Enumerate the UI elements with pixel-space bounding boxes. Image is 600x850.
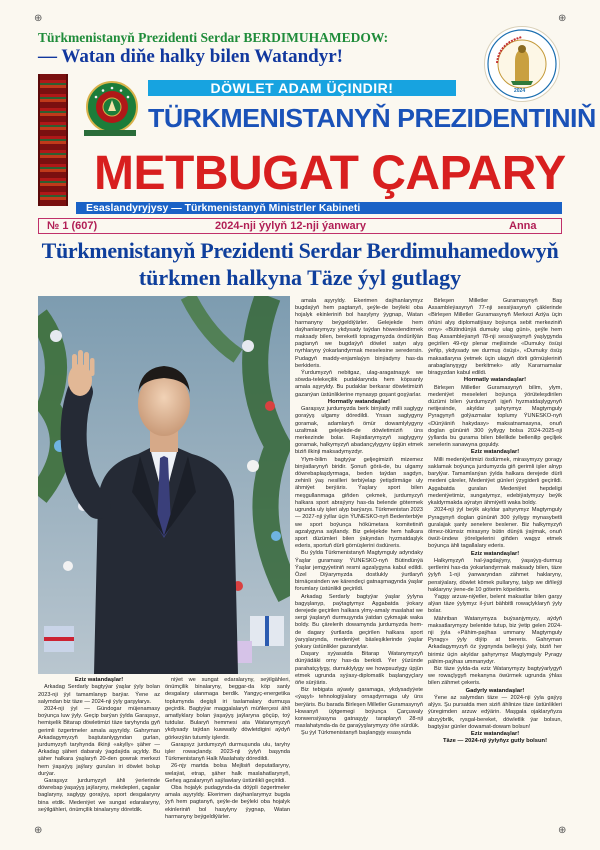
article-paragraph: amala aşyryldy. Ekerimen daýhanlarymyz bugdaýyň hem pagtanyň, şeýle-de beýleki oba hojalyk ekinleriniň bol hasylyny ýygnap, Watan harmanyny beýgeldiýärler. Gelejekde hem daýhanlarymyzy ykdysady taýdan höweslendirmek maksady bilen, bereketli topragymyzda öndürilýän pagtanyň we bugdaýyň döwlet satyn alyş nyrhlaryny ýokarlandyrmak meselesine seredersin. Pudagyň maddy-enjamlaýyn binýadyny has-da berkideris.: [295, 298, 423, 369]
section-heading: Eziz watandaşlar!: [470, 449, 520, 456]
seal-year: 2024: [514, 88, 526, 94]
masthead-title-line2: METBUGAT ÇAPARY: [94, 147, 566, 200]
section-heading: Täze — 2024-nji ýylyňyz gutly bolsun!: [442, 738, 548, 745]
article-column-2: [165, 677, 290, 842]
article-paragraph: Ýurdumyzyň nebitgaz, ulag-aragatnaşyk we söwda-telekeçilik pudaklarynda hem köpsanly amala aşyryldy. Bu pudaklar berkarar döwletimiziň gazanýan üstünliklerine mynasyp goşant goşýarlar.: [295, 370, 423, 398]
article-paragraph: Garaşsyz jurdumyzda berk binýatly milli saglygy goraýyş ulgamy döredildi. Ynsan saglygyny goramak, adamlaryň ömür dowamlylygyny uzaltmak gelejekde-de döwletimiziň üns merkezinde bolar. Raýatlarymyzyň saglygyny goramak, halkymyzyň abadançylygyny üpjün etmek biziň ilkinji maksadymyzdyr.: [295, 406, 423, 456]
article-paragraph: Şu ýyl Türkmenistanyň başlangyjy esasynda: [301, 730, 411, 737]
state-emblem-icon: [86, 81, 138, 133]
article-paragraph: Ýene az salymdan täze — 2024-nji ýyla gaýyş alýys. Şu pursatda men siziň ählinize täze üstünlikleri ýüregimden arzuw edýärin. Maşgala ojaklaryňyza abzyýbrlik, rysgal-bereket, döwletlik ýar bolsun, bagtyýar günler dowamat-dowam bolsun!: [428, 694, 562, 730]
emblem-caption: [84, 130, 136, 136]
article-paragraph: Garaşsyz jurdumyzyň ähli ýerlerinde döwrebap ýaşaýyş jaýlaryny, mekdepleri, çagalar baglaryny, saglygy goraýyş, sport desgalaryny bina etdik. Medeniýet we sungat edaralaryny, seýilgähleri, önümçilik binalaryny döretdik.: [38, 778, 160, 813]
section-heading: Hormatly watandaşlar!: [463, 377, 527, 384]
crop-mark-icon: ⊕: [34, 825, 43, 836]
article-paragraph: Biz täze ýylda-da eziz Watanymyzy bagtyýarlygyň we rowaçlygyň mekanyna öwürmek ugrunda ýhlas bilen zähmet çekeris.: [428, 665, 562, 687]
article-paragraph: niýet we sungat edaralaryny, seýilgähleri, önümçilik binalaryny, beggar-da köp sanly desgalary ulanmaga berdik. Yangyç-energetika toplumynda degişli iri taslamalary durmuşa geçirdik. Bagtyýar maggalalaryň müňlerçesi ähli amatlyklary bolan ýaşaýyş jaýlaryna göçüp, toý tutdular. Bularyň hemmesi ata Watanymyzyň ykdysady taýdan kuwwatly döwletdigini aýdyň görkezýän tutumly işlerdir.: [165, 677, 290, 741]
article-headline-line2: türkmen halkyna Täze ýyl gutlagy: [138, 265, 462, 290]
section-heading: Gadyrly watandaşlar!: [465, 687, 525, 694]
issue-info-bar: [38, 218, 562, 234]
article-column-3: [295, 298, 423, 842]
article-paragraph: Biz tebigata aýawly garamaga, ykdysadyýete «ýaşyl» tehnologiýalary ornaşdyrmaga uly üns berýäris. Bu barada Birleşen Milletler Guramasynyň Howanyň üýtgemegi boýunça Çarçuwaly konwensiýasyna gatnaşyjy taraplaryň 28-nji maslahatynda-da öz garaýyşlarymyzy öňe sürdük.: [295, 687, 423, 730]
article-headline-line1: Türkmenistanyň Prezidenti Serdar Berdimuhamedowyň: [41, 238, 559, 263]
article-paragraph: Birleşen Milletler Guramasynyň bilim, ylym, medeniýet meseleleri boýunça ýörüteleşdirilen düzümi bilen ýurdumyzyň işjeň hyzmatdaşlygynyň netijesinde, akyldar şahyrymyz Magtymguly Pyragynyň golýazmalar toplumy ÝUNESKO-nyň «Dünýäniň hakydasy» maksatnamasyna, onuň doglan gününiň 300 ýyllygy bolsa 2024-2025-nji ýyllarda bu gurama bilen bilelikde bellenilip geçiljek senelerin sanawyna goşuldy.: [428, 384, 562, 449]
carpet-ornament-icon: [38, 74, 68, 206]
article-column-1: [38, 677, 160, 842]
section-heading: Hormatly watandaşlar!: [327, 398, 391, 405]
slogan-quote: — Watan diňe halky bilen Watandyr!: [38, 46, 343, 67]
article-paragraph: Oba hojalyk pudagynda-da döýpli özgertmeler amala aşyryldy. Ekerimen daýhanlarymyz bugda ýyň hem pagtanyň, şeýle-de beýleki oba hojalyk ekinleriniň bol hasylyny ýygnap, Watan harmanyny beýgeldiýärler.: [165, 785, 290, 820]
founder-strip: [76, 202, 562, 214]
crop-mark-icon: ⊕: [558, 13, 567, 24]
article-paragraph: Milli medeniýetimizi ösdürmek, mirasymyzy goragy saklamak boýunça jurdumyzda giň gerimli işler alnyp barylýar. Tamamlanýan ýylda halkara derejede dürli medeni çäreler, Medeniýet günleri ýzygiderli geçirildi. Aşgabatda guralan Medeniýet hepdeligi medeniýetimiz, sungatymyz, edebiýatymyzy beýik ykaldyrmakda aýratyn ähmiýetli waka boldy.: [428, 456, 562, 507]
article-paragraph: Birleşen Milletler Guramasynyň Baş Assambleýasynyň 77-nji sessiýasynyň çäklerinde «Birleşen Milletler Guramasynyň Merkezi Aziýa üçin öňüni alyş diplomatiýasy boýunça sebit merkeziniň orny» «Bütindünýä dumuky ulag güni», şeýle hem Baş Assambleýanyň 78-nji sessiýasynyň ýaşlygynda geçirilen 49-njy plenar mejlisinde «Dumuky ösüşi ýeňip, ykdysady we durmuş ösüşi», «Dumuky ösüş maksatlaryna ýetmek üçin ulagyň dörli görnüşleriniň arabaglanyşygy berkitmek» atly Kararnamalar biragyzdan kabul edildi.: [428, 298, 562, 377]
article-paragraph: 2024-nji ýyl beýik akyldar şahyrymyz Magtymguly Pyragynyň doglan gününiň 300 ýyllygy mynasybetli guralajak şanly senelere beslener. Biz halkymyzyň ölmez-ölümsiz mirasyny bütin dünýä ýaýmak, onuň öwüt-ündew ýörelgelerini giňden wagyz etmek boýunça ähli tagallalary ederis.: [428, 507, 562, 550]
article-paragraph: Ylym-bilim bagtyýar geljegimiziň mizemez binýatlarynyň biridir. Şonuň görä-de, bu ulgamy döwrebaplaşdyrmaga, beden taýdan sagdyn, zehinli ýaş nesilleri terbiýelap ýetişdirmäge uly ähmiýet berýäris. Ýaşlary sport bilen meşgullanmaga giňden çekmek, jurdumyzyň halkara sport abraýyny has-da belende götermek ugrunda uly işleri alyp barýarys. Türkmenistan 2023 — 2027-nji ýyllar üçin ÝUNESKO-nyň Bedenterbiýe we sport boýunça hökümetara komitetiniň agzalygyna saýlandy. Biz gelejekde hem halkara sport düzümleri bilen ýakyndan hyzmatdaşlyk ederis, sportuň dürli görnüşlerini ösdüreris.: [295, 456, 423, 550]
article-paragraph: Halkymyzyň hal-ýagdaýyny, ýaşaýyş-durmuş şertlerini has-da ýokarlandyrmak maksady bilen, täze ýylyň 1-nji ýanwaryndan zähmet haklaryny, pensiýalary, döwlet kömek pullaryny, talyp we diňleýji haklaryny ýene-de 10 göterim köpelderis.: [428, 557, 562, 593]
article-paragraph: Bu ýylda Türkmenistanyň Magtymguly adyndaky Ýaşlar guramasy ÝUNESKO-nyň Bütindünýä Ýaşlar jemgyýetiniň resmi agzalygyna kabul edildi. Özel Diýarymyzda dostlukly ýurtlaryň birnäçesinden we kärendeçi gatnaşmagynda ýaşlar forumlary üstünlikli geçirildi.: [295, 550, 423, 593]
masthead-title-line1: TÜRKMENISTANYŇ PREZIDENTINIŇ: [148, 103, 596, 133]
article-paragraph: 26-njy martda bolsa Mejlisiň deputatlaryny, welaýat, etrap, şäher halk maslahatlarynyň, Geňeş agzalarynyň saýlawlary üstünlikli geçirildi.: [165, 763, 290, 784]
article-paragraph: 2024-nji ýyl — Gündogar müjenamasy boýunça luw ýyly. Geçip barýan ýylda Garaşsyz, hemişelik Bitarap döwletimizi täze taryhynda gyň gerimli özgertmeler amala aşyryldy. Gahryman Arkadagymyzyň baştutanlygyndan gurlan, jurdumyzyň taryhynda ilkinji «akylly» şäher — Arkadag şäheri dabaraly ýagdaýda açyldy. Bu şäher halkara ýaşlaryň 20-den gowrak merkezi hem ýaşaýyş jaýlary gurulan iri döwlet bolup durýar.: [38, 706, 160, 777]
slogan-attribution: Türkmenistanyň Prezidenti Serdar BERDIMUHAMEDOW:: [38, 30, 389, 45]
issue-number: № 1 (607): [47, 220, 98, 232]
article-paragraph: Mähriban Watanymyza buýsanjymyzy, aýdyň maksatlarymyzy belentde tutup, biz ýetip gelen 2024-nji ýyla «Pähim-paýhas ummany Magtymguly Pyragy» ýyly diýip at bereris. Gahryman Arkadagymyzyň öz ýygnynda belleýşi ýaly, biziň her birimiz üçin akyldar şahyrymyz Magtymguly Pyragy pähim-paýhas ummanydyr.: [428, 615, 562, 665]
article-paragraph: Arkadag Serdarly bagtyýar ýaşlar ýylyna bagyşlanyp, paýtagtymyz Aşgabatda ýokary derejede geçirilen halkara ylmy-amaly maslahat we sergi ýaşlaryň durmuşynda ýatdan çykmajak waka boldy. Bu çärelerih dowamynda jurdumyzda hem-de dagary ýurtlarda geçirilen halkara sport ýaryşlarynda, medeniýet bäsleşiklerinde ýaşlar ýokary üstünlikler gazandylar.: [295, 593, 423, 650]
article-paragraph: Arkadag Serdarly bagtyýar ýaşlar ýyly bolan 2023-nji ýyl tamamlanyp barýar. Ýene az salymdan biz täze — 2024-nji ýyly garşylarys.: [38, 684, 160, 705]
president-portrait-photo: [38, 296, 290, 674]
crop-mark-icon: ⊕: [34, 13, 43, 24]
section-heading: Eziz watandaşlar!: [470, 550, 520, 557]
section-heading: Eziz watandaşlar!: [74, 677, 124, 683]
section-heading: Eziz watandaşlar!: [470, 731, 520, 737]
motto-banner: [148, 80, 456, 96]
article-paragraph: Daşary syýasatda Bitarap Watanymyzyň dünýädäki orny has-da berkidi. Ýer ýüzünde parahatçylygy, durnuklylygy we howpsuzlygy üpjün etmek ugrunda syýasy-diplomatik başlangyçlary öňe sürýäris.: [295, 651, 423, 686]
crop-mark-icon: ⊕: [558, 825, 567, 836]
article-paragraph: Garaşsyz jurdumyzyň durmuşunda ulu, taryhy işler rowaçlandy. 2023-nji ýylyň başynda Türkmenistanyň Halk Maslahaty döredildi.: [165, 741, 290, 763]
issue-weekday: Anna: [509, 220, 537, 232]
motto-banner-text: DÖWLET ADAM ÜÇINDIR!: [210, 80, 394, 96]
issue-date: 2024-nji ýylyň 12-nji ýanwary: [215, 220, 367, 232]
article-column-4: [428, 298, 562, 842]
founder-text: Esaslandyryjysy — Türkmenistanyň Ministrler Kabineti: [86, 202, 361, 214]
article-paragraph: Ýagşy arzuw-niýetler, belent maksatlar bilen garşy alýan täze ýylymyz il-ýurt bähbitli rowaçlyklaryň ýyly bolar.: [428, 593, 562, 615]
